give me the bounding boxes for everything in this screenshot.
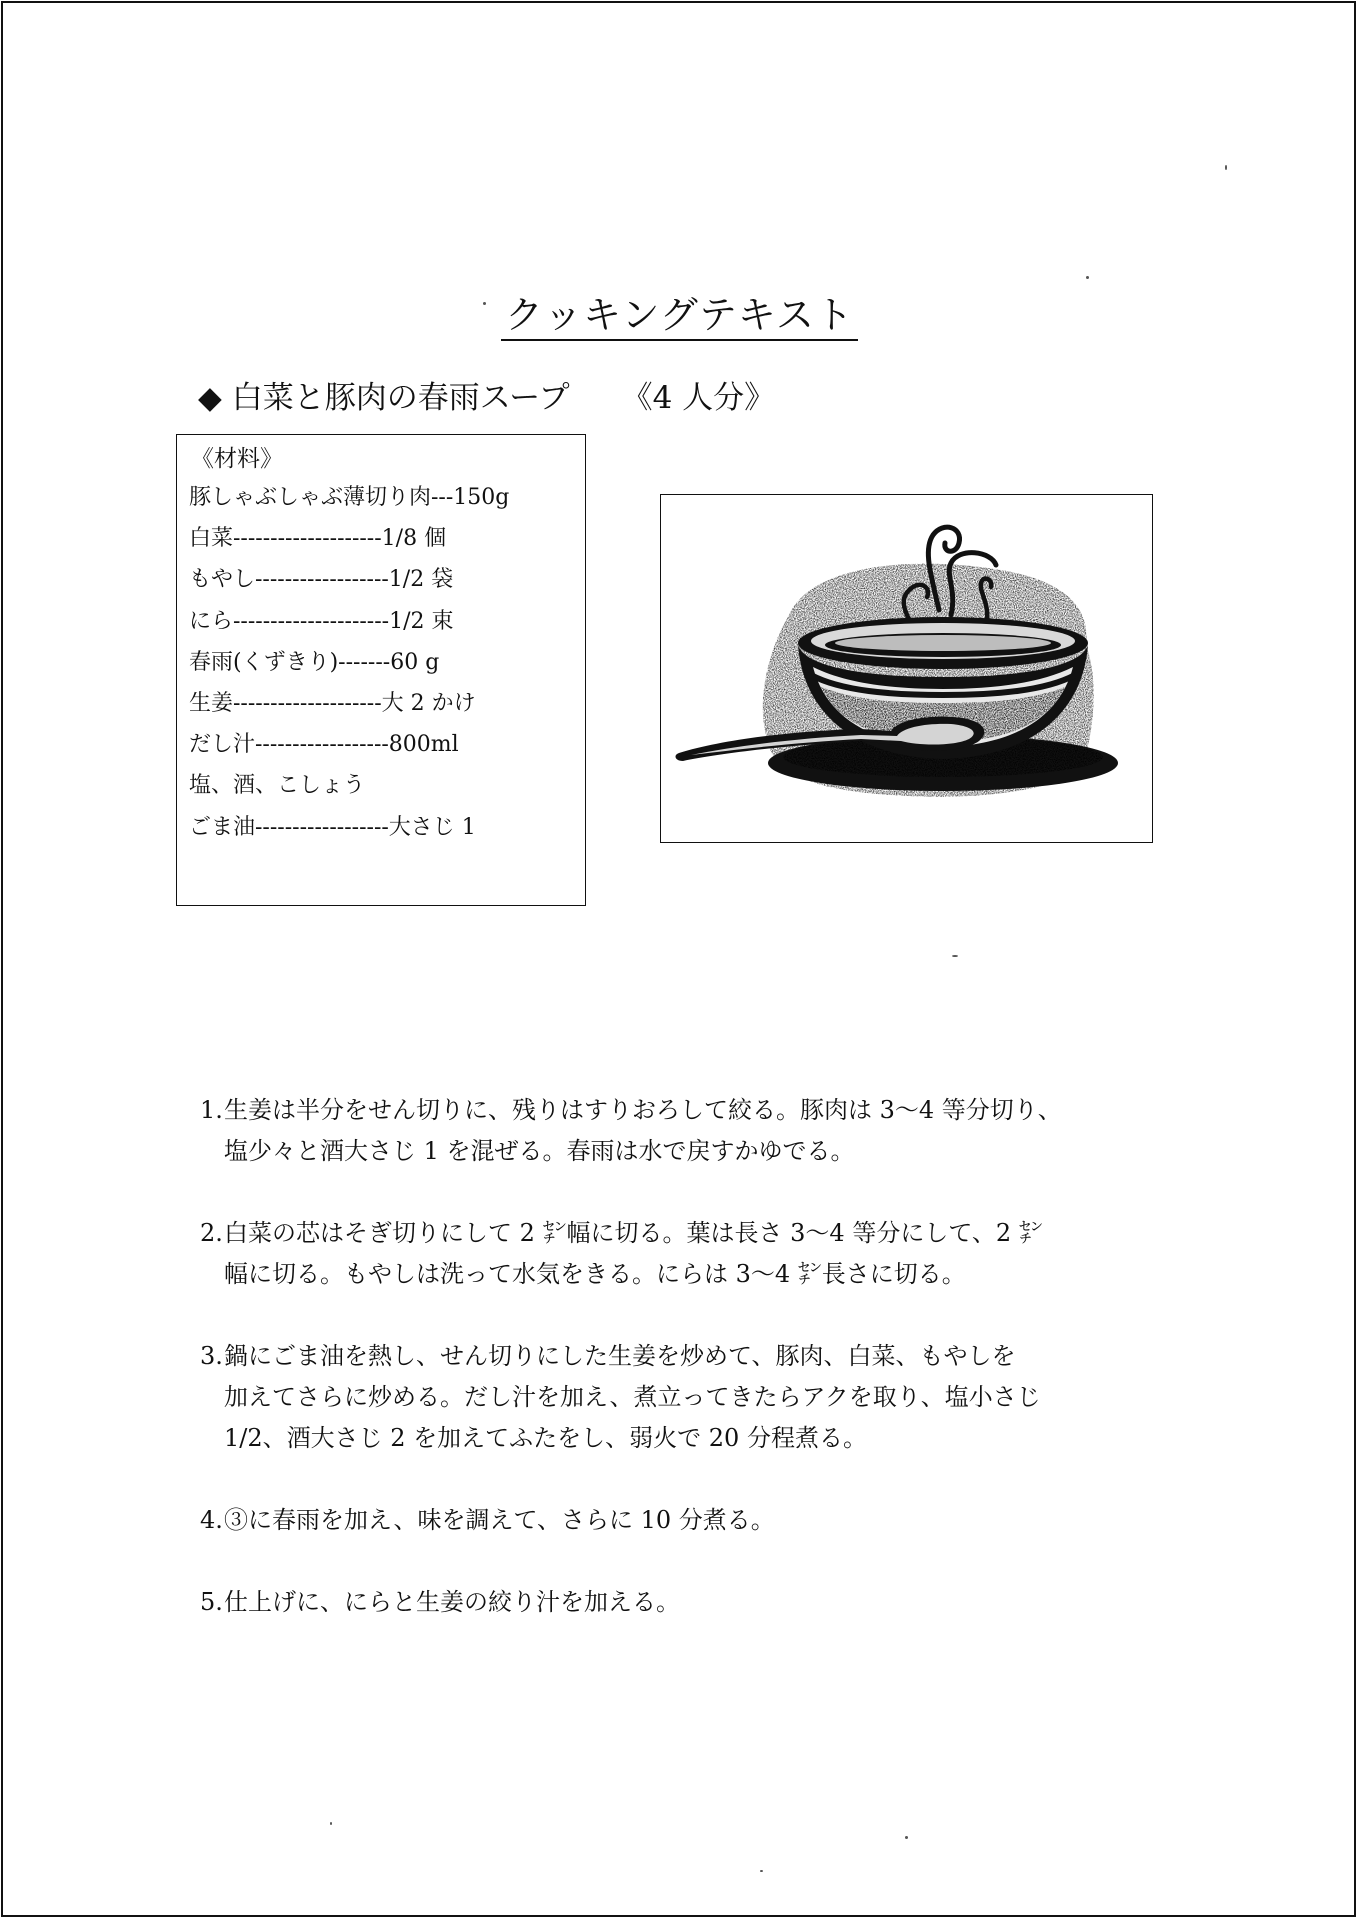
step-number: 5. <box>200 1588 223 1616</box>
ingredient-item: 塩、酒、こしょう <box>189 773 366 799</box>
step-text: 仕上げに、にらと生姜の絞り汁を加える。 <box>224 1588 680 1616</box>
step-text: ③に春雨を加え、味を調えて、さらに 10 分煮る。 <box>224 1506 775 1534</box>
step-text: 生姜は半分をせん切りに、残りはすりおろして絞る。豚肉は 3～4 等分切り、 <box>224 1096 1062 1124</box>
step-text: 1/2、酒大さじ 2 を加えてふたをし、弱火で 20 分程煮る。 <box>224 1424 867 1452</box>
servings-label: 《4 人分》 <box>621 380 776 416</box>
step-text: 幅に切る。もやしは洗って水気をきる。にらは 3～4 ㌢長さに切る。 <box>224 1260 966 1288</box>
recipe-heading <box>198 372 775 417</box>
step-number: 1. <box>200 1096 223 1124</box>
ingredients-box <box>176 434 586 906</box>
instruction-steps <box>200 1090 1190 1664</box>
soup-bowl-icon <box>661 495 1151 841</box>
step-text: 白菜の芯はそぎ切りにして 2 ㌢幅に切る。葉は長さ 3～4 等分にして、2 ㌢ <box>224 1219 1043 1247</box>
instruction-step <box>200 1582 1190 1623</box>
step-number: 4. <box>200 1506 223 1534</box>
document-title <box>0 284 1359 339</box>
recipe-name: ◆ 白菜と豚肉の春雨スープ <box>198 380 570 416</box>
ingredient-item: 春雨(くずきり)-------60 g <box>189 649 440 675</box>
instruction-step <box>200 1090 1190 1172</box>
scan-speck <box>330 1822 332 1825</box>
scan-speck <box>905 1836 908 1839</box>
ingredient-item: だし汁------------------800ml <box>189 732 459 758</box>
scan-speck <box>1225 165 1227 170</box>
scan-speck <box>760 1870 763 1872</box>
soup-bowl-illustration <box>660 494 1153 843</box>
scan-speck <box>1086 276 1089 279</box>
scan-speck <box>483 302 486 305</box>
ingredient-item: もやし------------------1/2 袋 <box>189 567 454 593</box>
step-number: 2. <box>200 1219 223 1247</box>
instruction-step <box>200 1213 1190 1295</box>
instruction-step <box>200 1500 1190 1541</box>
step-text: 加えてさらに炒める。だし汁を加え、煮立ってきたらアクを取り、塩小さじ <box>224 1383 1041 1411</box>
scan-speck <box>952 955 958 957</box>
step-number: 3. <box>200 1342 223 1370</box>
ingredient-item: 豚しゃぶしゃぶ薄切り肉---150g <box>189 485 510 510</box>
instruction-step <box>200 1336 1190 1459</box>
ingredient-item: 白菜--------------------1/8 個 <box>189 526 447 552</box>
ingredient-item: 生姜--------------------大 2 かけ <box>189 691 476 717</box>
step-text: 鍋にごま油を熱し、せん切りにした生姜を炒めて、豚肉、白菜、もやしを <box>224 1342 1016 1370</box>
ingredient-item: にら---------------------1/2 束 <box>189 608 454 634</box>
ingredients-title: 《材料》 <box>191 446 283 472</box>
step-text: 塩少々と酒大さじ 1 を混ぜる。春雨は水で戻すかゆでる。 <box>224 1137 855 1165</box>
ingredient-item: ごま油------------------大さじ 1 <box>189 814 476 840</box>
document-title-text: クッキングテキスト <box>501 293 858 341</box>
